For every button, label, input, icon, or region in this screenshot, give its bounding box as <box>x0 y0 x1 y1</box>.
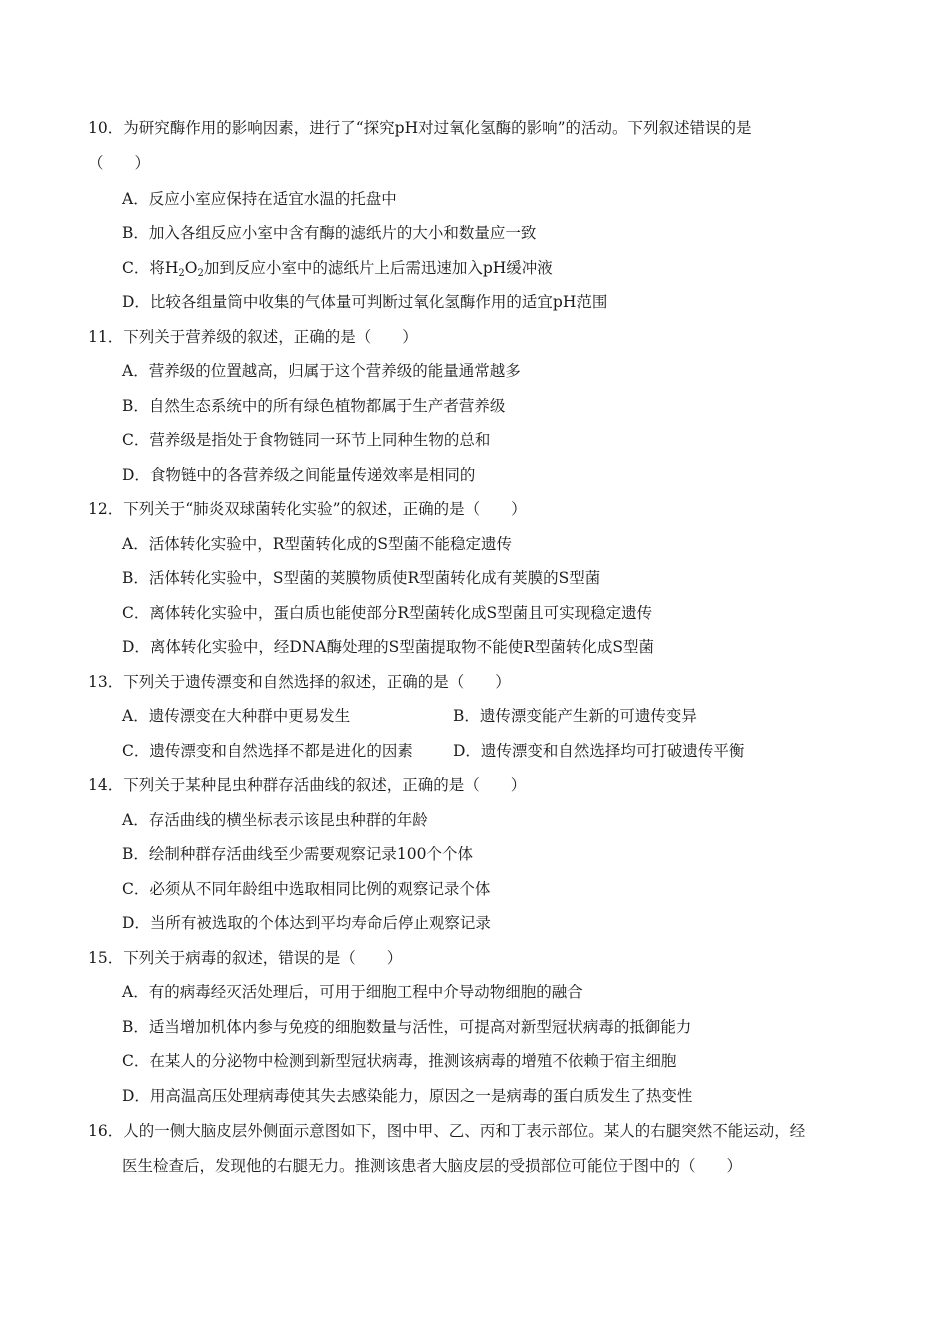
q11-option-a: A．营养级的位置越高，归属于这个营养级的能量通常越多 <box>122 362 521 380</box>
q14-stem: 14．下列关于某种昆虫种群存活曲线的叙述，正确的是（ ） <box>88 776 527 794</box>
q13-option-d: D．遗传漂变和自然选择均可打破遗传平衡 <box>453 742 745 760</box>
q10-option-c-post: 加到反应小室中的滤纸片上后需迅速加入pH缓冲液 <box>203 259 553 277</box>
q10-stem-line2: （ ） <box>88 154 151 172</box>
q12-option-b: B．活体转化实验中，S型菌的荚膜物质使R型菌转化成有荚膜的S型菌 <box>122 569 601 587</box>
q14-option-d: D．当所有被选取的个体达到平均寿命后停止观察记录 <box>122 914 491 932</box>
q16-stem-line1: 16．人的一侧大脑皮层外侧面示意图如下，图中甲、乙、丙和丁表示部位。某人的右腿突然不能运动，经 <box>88 1122 806 1140</box>
q10-option-c-sub1: 2 <box>178 268 185 279</box>
q13-option-b: B．遗传漂变能产生新的可遗传变异 <box>453 707 697 725</box>
q14-option-c: C．必须从不同年龄组中选取相同比例的观察记录个体 <box>122 880 491 898</box>
q12-option-a: A．活体转化实验中，R型菌转化成的S型菌不能稳定遗传 <box>122 535 512 553</box>
q14-option-b: B．绘制种群存活曲线至少需要观察记录100个个体 <box>122 845 473 863</box>
q10-option-d: D．比较各组量筒中收集的气体量可判断过氧化氢酶作用的适宜pH范围 <box>122 293 608 311</box>
q15-option-d: D．用高温高压处理病毒使其失去感染能力，原因之一是病毒的蛋白质发生了热变性 <box>122 1087 693 1105</box>
q10-option-c-mid: O <box>184 259 198 277</box>
q13-option-c: C．遗传漂变和自然选择不都是进化的因素 <box>122 742 413 760</box>
q14-option-a: A．存活曲线的横坐标表示该昆虫种群的年龄 <box>122 811 428 829</box>
q13-stem: 13．下列关于遗传漂变和自然选择的叙述，正确的是（ ） <box>88 673 511 691</box>
q12-stem: 12．下列关于“肺炎双球菌转化实验”的叙述，正确的是（ ） <box>88 500 527 518</box>
q12-option-c: C．离体转化实验中，蛋白质也能使部分R型菌转化成S型菌且可实现稳定遗传 <box>122 604 653 622</box>
q15-option-b: B．适当增加机体内参与免疫的细胞数量与活性，可提高对新型冠状病毒的抵御能力 <box>122 1018 692 1036</box>
q11-stem: 11．下列关于营养级的叙述，正确的是（ ） <box>88 328 418 346</box>
q15-option-c: C．在某人的分泌物中检测到新型冠状病毒，推测该病毒的增殖不依赖于宿主细胞 <box>122 1052 677 1070</box>
q10-option-c-sub2: 2 <box>197 268 204 279</box>
q16-stem-line2: 医生检查后，发现他的右腿无力。推测该患者大脑皮层的受损部位可能位于图中的（ ） <box>122 1157 743 1175</box>
q10-option-c <box>122 258 553 278</box>
q11-option-b: B．自然生态系统中的所有绿色植物都属于生产者营养级 <box>122 397 506 415</box>
q10-option-c-pre: C．将H <box>122 259 179 277</box>
q10-option-b: B．加入各组反应小室中含有酶的滤纸片的大小和数量应一致 <box>122 224 537 242</box>
q15-option-a: A．有的病毒经灭活处理后，可用于细胞工程中介导动物细胞的融合 <box>122 983 583 1001</box>
q15-stem: 15．下列关于病毒的叙述，错误的是（ ） <box>88 949 403 967</box>
q10-option-a: A．反应小室应保持在适宜水温的托盘中 <box>122 190 397 208</box>
q13-option-a: A．遗传漂变在大种群中更易发生 <box>122 707 351 725</box>
q11-option-d: D．食物链中的各营养级之间能量传递效率是相同的 <box>122 466 476 484</box>
q11-option-c: C．营养级是指处于食物链同一环节上同种生物的总和 <box>122 431 491 449</box>
q12-option-d: D．离体转化实验中，经DNA酶处理的S型菌提取物不能使R型菌转化成S型菌 <box>122 638 655 656</box>
q10-stem-line1: 10．为研究酶作用的影响因素，进行了“探究pH对过氧化氢酶的影响”的活动。下列叙述错误的是 <box>88 119 752 137</box>
